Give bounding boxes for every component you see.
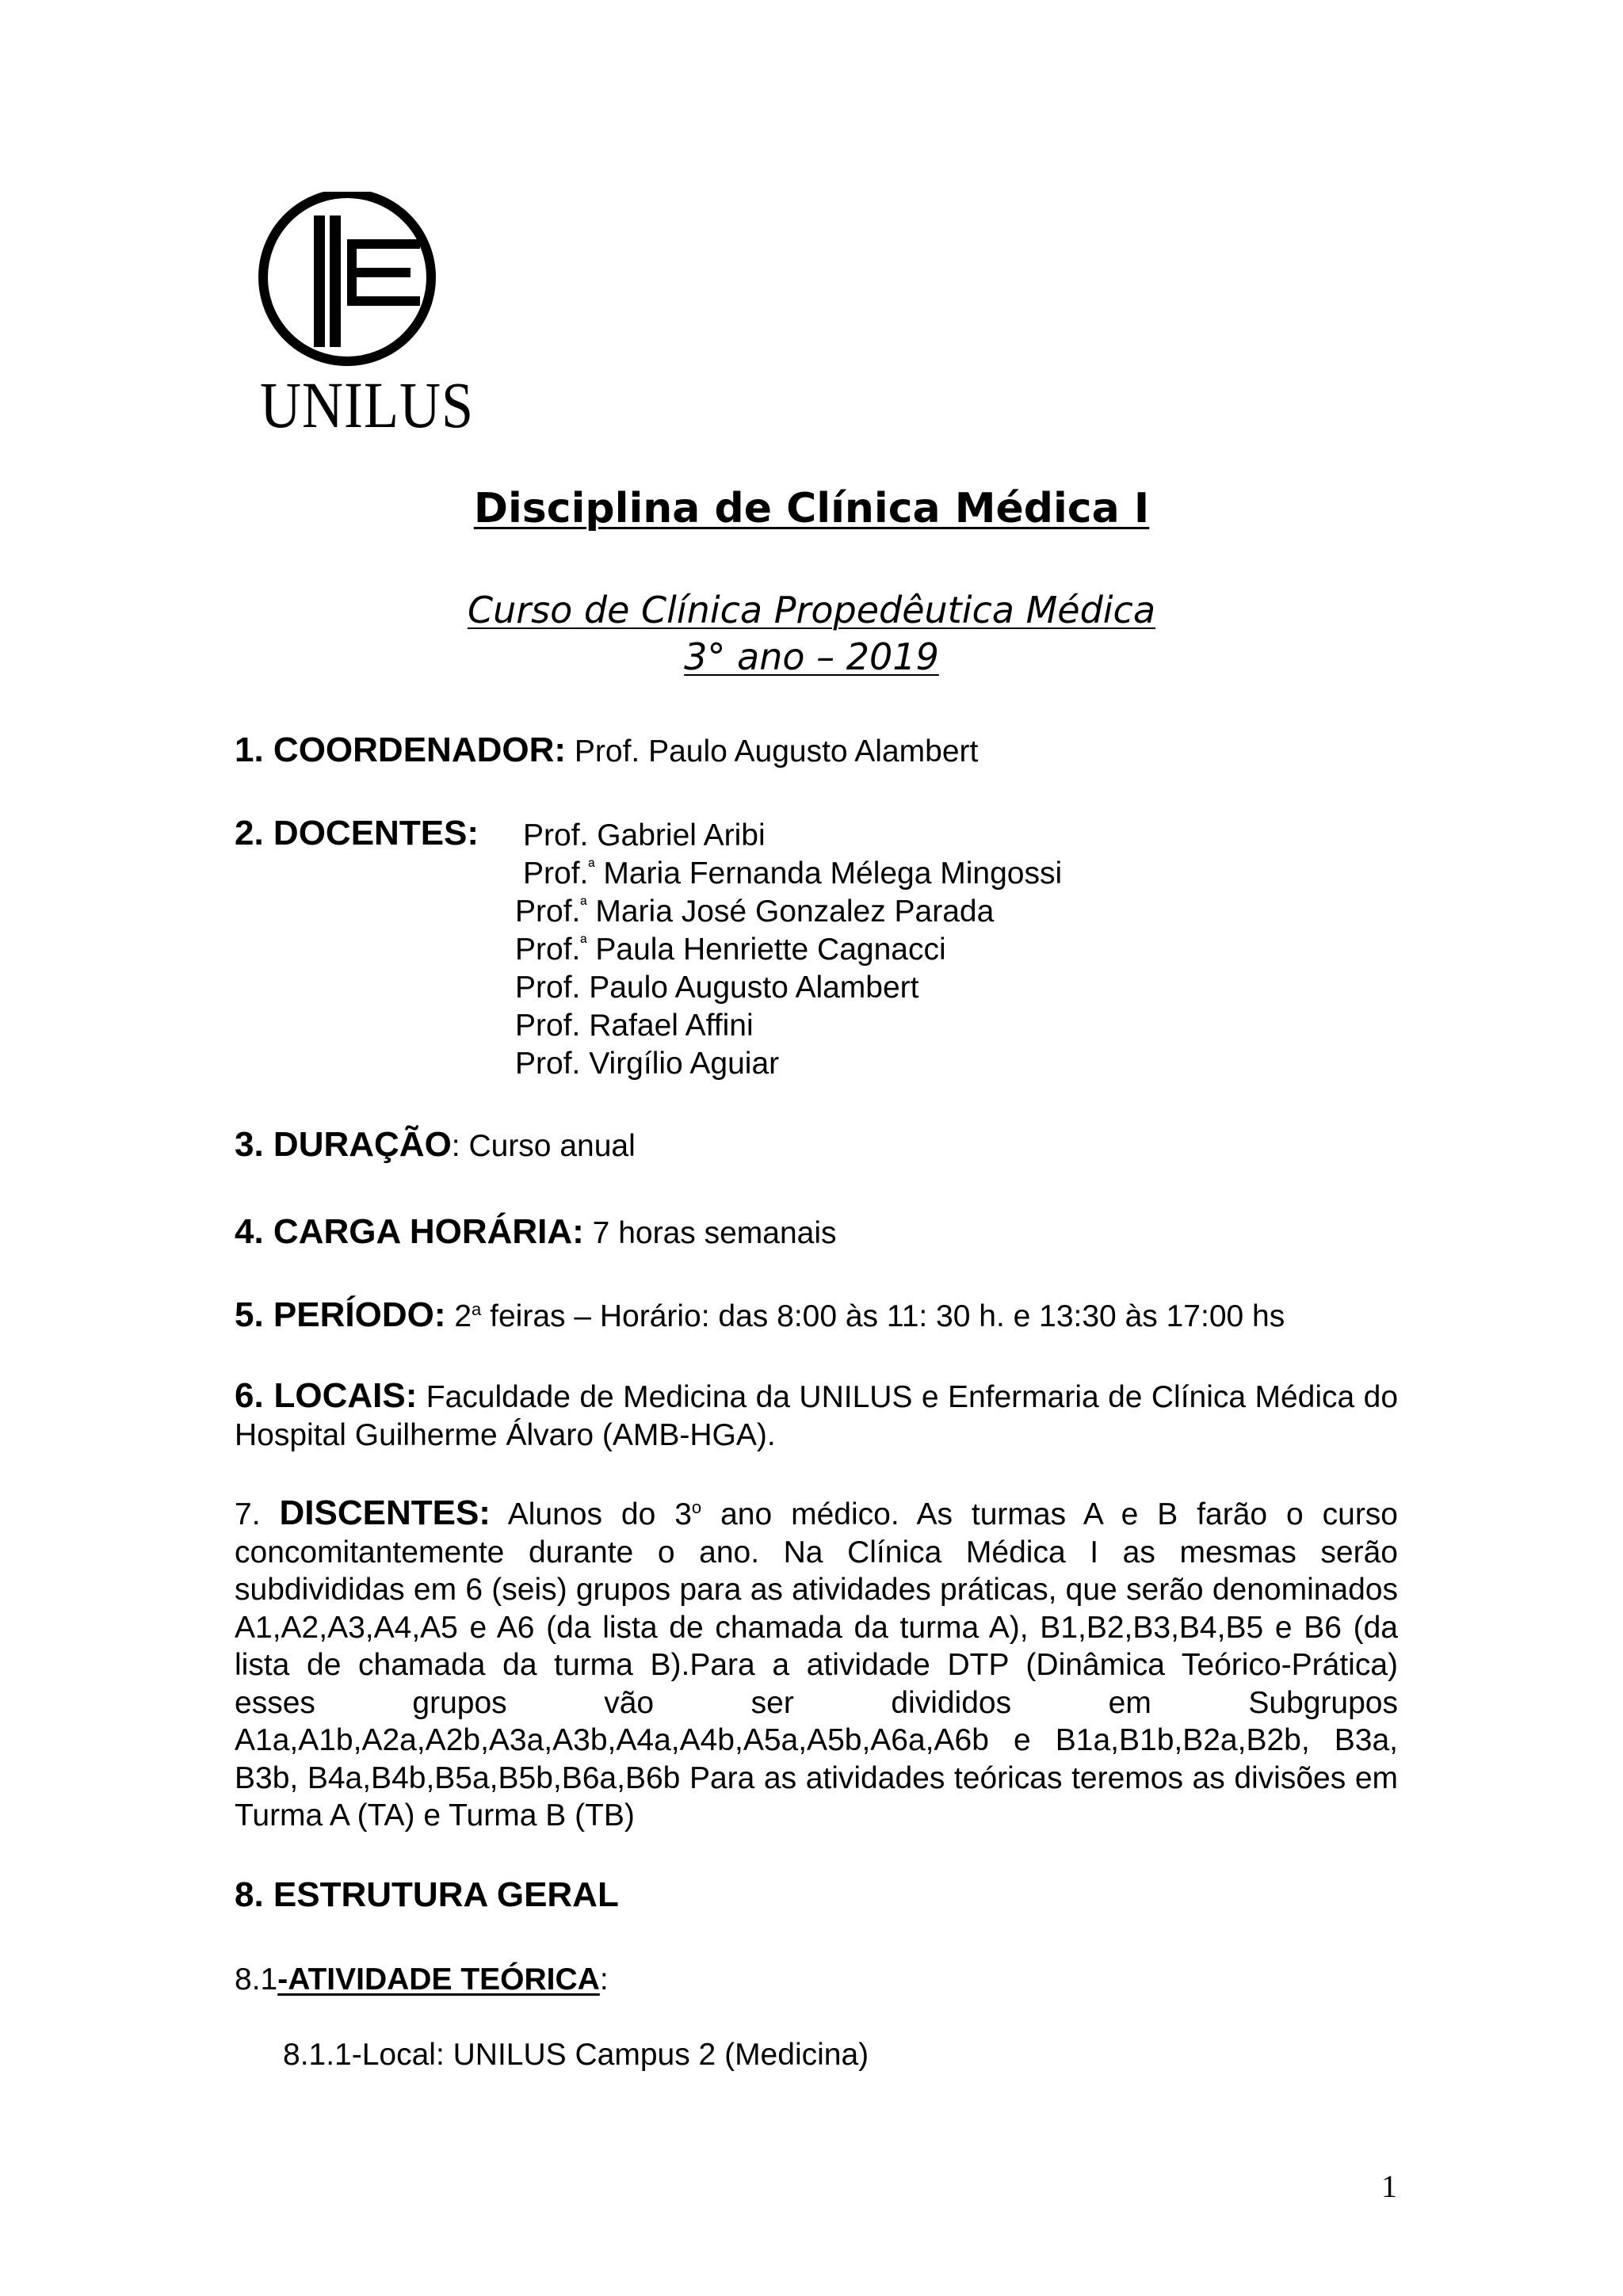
page-title: Disciplina de Clínica Médica I xyxy=(473,485,1150,532)
discentes-value: ano médico. As turmas A e B farão o curso concomitantemente durante o ano. Na Clínica Médica I as mesmas serão subdivididas em 6 (seis) grupos para as atividades práticas, que serão denominados A1,A2,A3,A4,A5 e A6 (da lista de chamada da turma A), B1,B2,B3,B4,B5 e B6 (da lista de chamada da turma B).Para a atividade DTP (Dinâmica Teórico-Prática) esses grupos vão ser divididos em Subgrupos A1a,A1b,A2a,A2b,A3a,A3b,A4a,A4b,A5a,A5b,A6a,A6b e B1a,B1b,B2a,B2b, B3a, B3b, B4a,B4b,B5a,B5b,B6a,B6b Para as atividades teóricas teremos as divisões em Turma A (TA) e Turma B (TB) xyxy=(235,1497,1399,1833)
section-atividade-teorica: 8.1-ATIVIDADE TEÓRICA: xyxy=(235,1962,609,1997)
coordenador-value: Prof. Paulo Augusto Alambert xyxy=(574,734,979,769)
docente-item: Prof.$^ª$ Maria José Gonzalez Parada xyxy=(515,894,995,929)
section-carga-horaria xyxy=(235,1212,837,1252)
section-estrutura-geral xyxy=(235,1875,619,1915)
duracao-value: : Curso anual xyxy=(451,1129,636,1163)
estrutura-label: 8. ESTRUTURA GERAL xyxy=(235,1875,619,1914)
atividade-teorica-label: -ATIVIDADE TEÓRICA xyxy=(277,1962,600,1997)
docente-item: Prof.$^ª$ Paula Henriette Cagnacci xyxy=(515,933,946,967)
locais-value: Faculdade de Medicina da UNILUS e Enfermaria de Clínica Médica do Hospital Guilherme Álvaro (AMB-HGA). xyxy=(235,1380,1399,1452)
section-coordenador xyxy=(235,730,978,770)
unilus-logo xyxy=(252,192,474,442)
docente-item: Prof.$^ª$ Maria Fernanda Mélega Mingossi xyxy=(523,856,1063,891)
carga-label: 4. CARGA HORÁRIA: xyxy=(235,1212,584,1251)
duracao-label: 3. DURAÇÃO xyxy=(235,1125,452,1164)
section-duracao xyxy=(235,1125,636,1165)
docente-item: Prof. Virgílio Aguiar xyxy=(515,1047,780,1081)
subtitle-course: Curso de Clínica Propedêutica Médica xyxy=(467,589,1156,631)
section-docentes xyxy=(235,814,479,853)
section-local: 8.1.1-Local: UNILUS Campus 2 (Medicina) xyxy=(283,2038,869,2072)
docente-item: Prof. Paulo Augusto Alambert xyxy=(515,971,919,1005)
discentes-label: DISCENTES: xyxy=(279,1493,491,1532)
section-locais xyxy=(235,1377,1398,1454)
locais-label: 6. LOCAIS: xyxy=(235,1376,418,1415)
docentes-label: 2. DOCENTES: xyxy=(235,814,479,852)
subtitle-year: 3° ano – 2019 xyxy=(684,635,939,678)
docente-item: Prof. Rafael Affini xyxy=(515,1009,754,1043)
page-number: 1 xyxy=(1381,2168,1397,2204)
section-discentes: 7. DISCENTES: Alunos do 3$^o$ ano médico. As turmas A e B farão o curso concomitantemente durante o ano. Na Clínica Médica I as mesmas serão subdivididas em 6 (seis) grupos para as atividades práticas, que serão denominados A1,A2,A3,A4,A5 e A6 (da lista de chamada da turma A), B1,B2,B3,B4,B5 e B6 (da lista de chamada da turma B).Para a atividade DTP (Dinâmica Teórico-Prática) esses grupos vão ser divididos em Subgrupos A1a,A1b,A2a,A2b,A3a,A3b,A4a,A4b,A5a,A5b,A6a,A6b e B1a,B1b,B2a,B2b, B3a, B3b, B4a,B4b,B5a,B5b,B6a,B6b Para as atividades teóricas teremos as divisões em Turma A (TA) e Turma B (TB) xyxy=(235,1493,1399,1833)
coordenador-label: 1. COORDENADOR: xyxy=(235,730,567,769)
periodo-label: 5. PERÍODO: xyxy=(235,1295,446,1334)
section-periodo: 5. PERÍODO: 2$^a$ feiras – Horário: das 8:00 às 11: 30 h. e 13:30 às 17:00 hs xyxy=(235,1295,1285,1334)
carga-value: 7 horas semanais xyxy=(592,1216,837,1250)
periodo-value: feiras – Horário: das 8:00 às 11: 30 h. e 13:30 às 17:00 hs xyxy=(490,1299,1285,1333)
logo-text: UNILUS xyxy=(260,368,474,442)
docente-item: Prof. Gabriel Aribi xyxy=(523,818,766,852)
